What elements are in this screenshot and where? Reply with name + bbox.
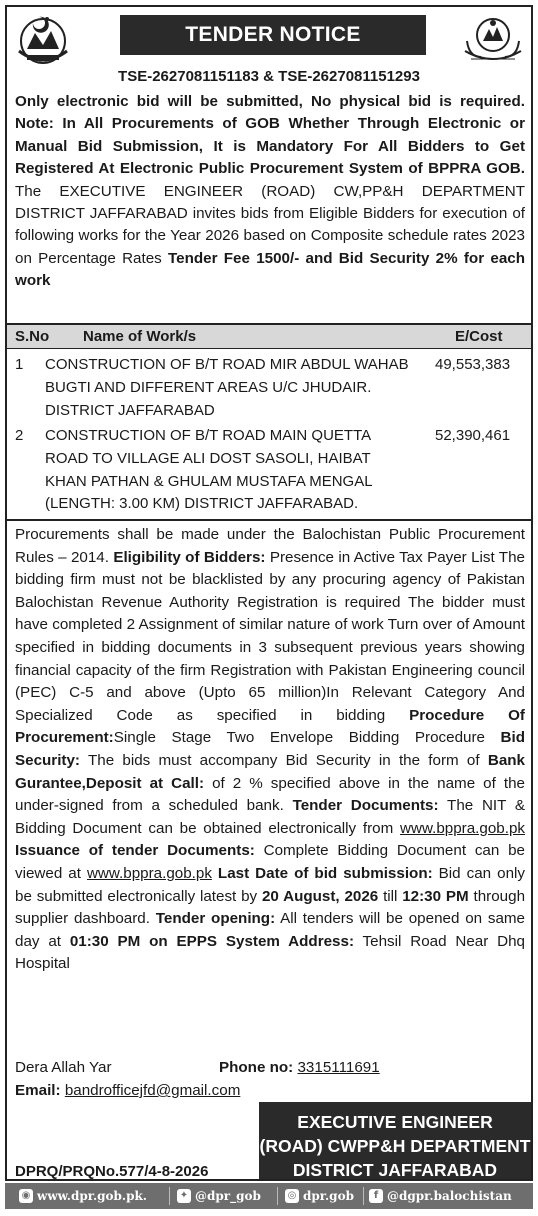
opening-time: 01:30 PM on EPPS System Address: xyxy=(69,932,354,950)
bid-security-heading: Bid Security: xyxy=(15,729,525,769)
place-line xyxy=(15,1057,112,1080)
phone-label: Phone no: xyxy=(219,1059,294,1076)
email-address[interactable]: bandrofficejfd@gmail.com xyxy=(64,1082,241,1099)
divider xyxy=(363,1187,364,1205)
footer-facebook[interactable] xyxy=(369,1183,512,1209)
email-label: Email: xyxy=(15,1082,61,1099)
bppra-link[interactable]: www.bppra.gob.pk xyxy=(400,819,525,837)
deadline-time: 12:30 PM xyxy=(402,887,469,905)
table-row xyxy=(7,425,531,517)
instagram-icon: ◎ xyxy=(285,1189,299,1203)
row-cost: 52,390,461 xyxy=(435,427,511,444)
row-work-name: CONSTRUCTION OF B/T ROAD MAIN QUETTA ROAD TO VILLAGE ALI DOST SASOLI, HAIBAT KHAN PATHAN & GHULAM MUSTAFA MENGAL (LENGTH: 3.00 KM) DISTRICT JAFFARABAD. xyxy=(45,427,372,513)
twitter-text: @dpr_gob xyxy=(195,1189,261,1203)
body-text: Single Stage Two Envelope Bidding Procedure xyxy=(113,729,501,747)
divider xyxy=(277,1187,278,1205)
signature-line: DISTRICT JAFFARABAD xyxy=(292,1160,498,1180)
row-work-name: CONSTRUCTION OF B/T ROAD MIR ABDUL WAHAB BUGTI AND DIFFERENT AREAS U/C JHUDAIR. DISTRICT JAFFARABAD xyxy=(45,356,409,419)
page-title: TENDER NOTICE xyxy=(120,15,426,55)
header-name: Name of Work/s xyxy=(83,328,197,345)
body-text: till xyxy=(378,887,403,905)
body-text: of 2 % specified above in the name of the under-signed from a scheduled bank. xyxy=(15,774,525,815)
tender-fee-text: Tender Fee 1500/- and Bid Security 2% for each work xyxy=(15,249,525,290)
intro-text: The EXECUTIVE ENGINEER (ROAD) CW,PP&H DEPARTMENT DISTRICT JAFFARABAD invites bids from Eligible Bidders for execution of following works for the Year 2026 based on Composite schedule rates 2023 on Percentage Rates xyxy=(15,182,525,267)
email-line xyxy=(15,1080,240,1103)
instagram-text: dpr.gob xyxy=(303,1189,354,1203)
deadline-date: 20 August, 2026 xyxy=(261,887,379,905)
issuance-heading: Issuance of tender Documents: xyxy=(15,842,255,860)
facebook-icon: f xyxy=(369,1189,383,1203)
table-header xyxy=(7,325,531,349)
phone-line xyxy=(219,1057,380,1080)
header-cost: E/Cost xyxy=(455,328,503,345)
tender-docs-heading: Tender Documents: xyxy=(292,797,439,815)
tender-notice-page xyxy=(5,5,533,1181)
bank-heading: Bank Gurantee,Deposit at Call: xyxy=(15,751,525,792)
department-seal-icon xyxy=(459,11,527,67)
balochistan-government-emblem-icon xyxy=(13,11,73,67)
place: Dera Allah Yar xyxy=(15,1059,112,1076)
row-sno: 1 xyxy=(15,356,24,373)
facebook-text: @dgpr.balochistan xyxy=(387,1189,512,1203)
phone-number[interactable]: 3315111691 xyxy=(297,1059,380,1076)
works-table xyxy=(7,323,531,521)
body-text: All tenders will be opened on same day at xyxy=(15,910,525,950)
body-text: Bid can only be submitted electronically latest by xyxy=(15,864,525,905)
signature-line: EXECUTIVE ENGINEER xyxy=(297,1112,493,1132)
row-cost: 49,553,383 xyxy=(435,356,511,373)
dprq-number: DPRQ/PRQNo.577/4-8-2026 xyxy=(15,1163,209,1180)
divider xyxy=(169,1187,170,1205)
signature-block xyxy=(259,1102,531,1181)
header-sno: S.No xyxy=(15,328,50,345)
tse-numbers: TSE-2627081151183 & TSE-2627081151293 xyxy=(118,68,420,85)
bppra-link[interactable]: www.bppra.gob.pk xyxy=(86,864,212,882)
intro-paragraph xyxy=(15,91,525,293)
signature-line: (ROAD) CWPP&H DEPARTMENT xyxy=(259,1136,531,1156)
twitter-icon: ✦ xyxy=(177,1189,191,1203)
body-text: Complete Bidding Document can be viewed at xyxy=(15,842,525,882)
footer-twitter[interactable] xyxy=(177,1183,261,1209)
body-text: The NIT & Bidding Document can be obtained electronically from xyxy=(15,797,525,837)
eligibility-heading: Eligibility of Bidders: xyxy=(113,548,266,566)
terms-paragraph xyxy=(15,524,525,976)
footer-instagram[interactable] xyxy=(285,1183,354,1209)
website-text: www.dpr.gob.pk. xyxy=(37,1189,147,1203)
table-row xyxy=(7,354,531,422)
opening-heading: Tender opening: xyxy=(155,910,276,928)
footer-website[interactable] xyxy=(19,1183,147,1209)
intro-bold-note: Only electronic bid will be submitted, No physical bid is required. Note: In All Procurements of GOB Whether Through Electronic or Manual Bid Submission, It is Mandatory For All Bidders to Get Registered At Electronic Public Procurement System of BPPRA GOB. xyxy=(15,93,525,178)
body-text: Tehsil Road Near Dhq Hospital xyxy=(15,932,525,973)
procedure-heading: Procedure Of Procurement: xyxy=(15,706,525,747)
body-text: Presence in Active Tax Payer List The bidding firm must not be blacklisted by any procuring agency of Pakistan Balochistan Revenue Authority Registration is required The bidder must have completed 2 Assignment of similar nature of work Turn over of Amount specified in bidding documents in 3 subsequent previous years showing financial capacity of the firm Registration with Pakistan Engineering council (PEC) C-5 and above (Upto 65 million)In Relevant Category And Specialized Code as specified in bidding xyxy=(15,548,525,724)
header xyxy=(7,7,531,67)
row-sno: 2 xyxy=(15,427,24,444)
body-text: Procurements shall be made under the Balochistan Public Procurement Rules – 2014. xyxy=(15,526,525,566)
body-text: The bids must accompany Bid Security in the form of xyxy=(80,751,488,769)
body-text: through supplier dashboard. xyxy=(15,887,526,928)
last-date-heading: Last Date of bid submission: xyxy=(211,864,433,882)
footer-bar xyxy=(5,1183,533,1209)
globe-icon: ◉ xyxy=(19,1189,33,1203)
